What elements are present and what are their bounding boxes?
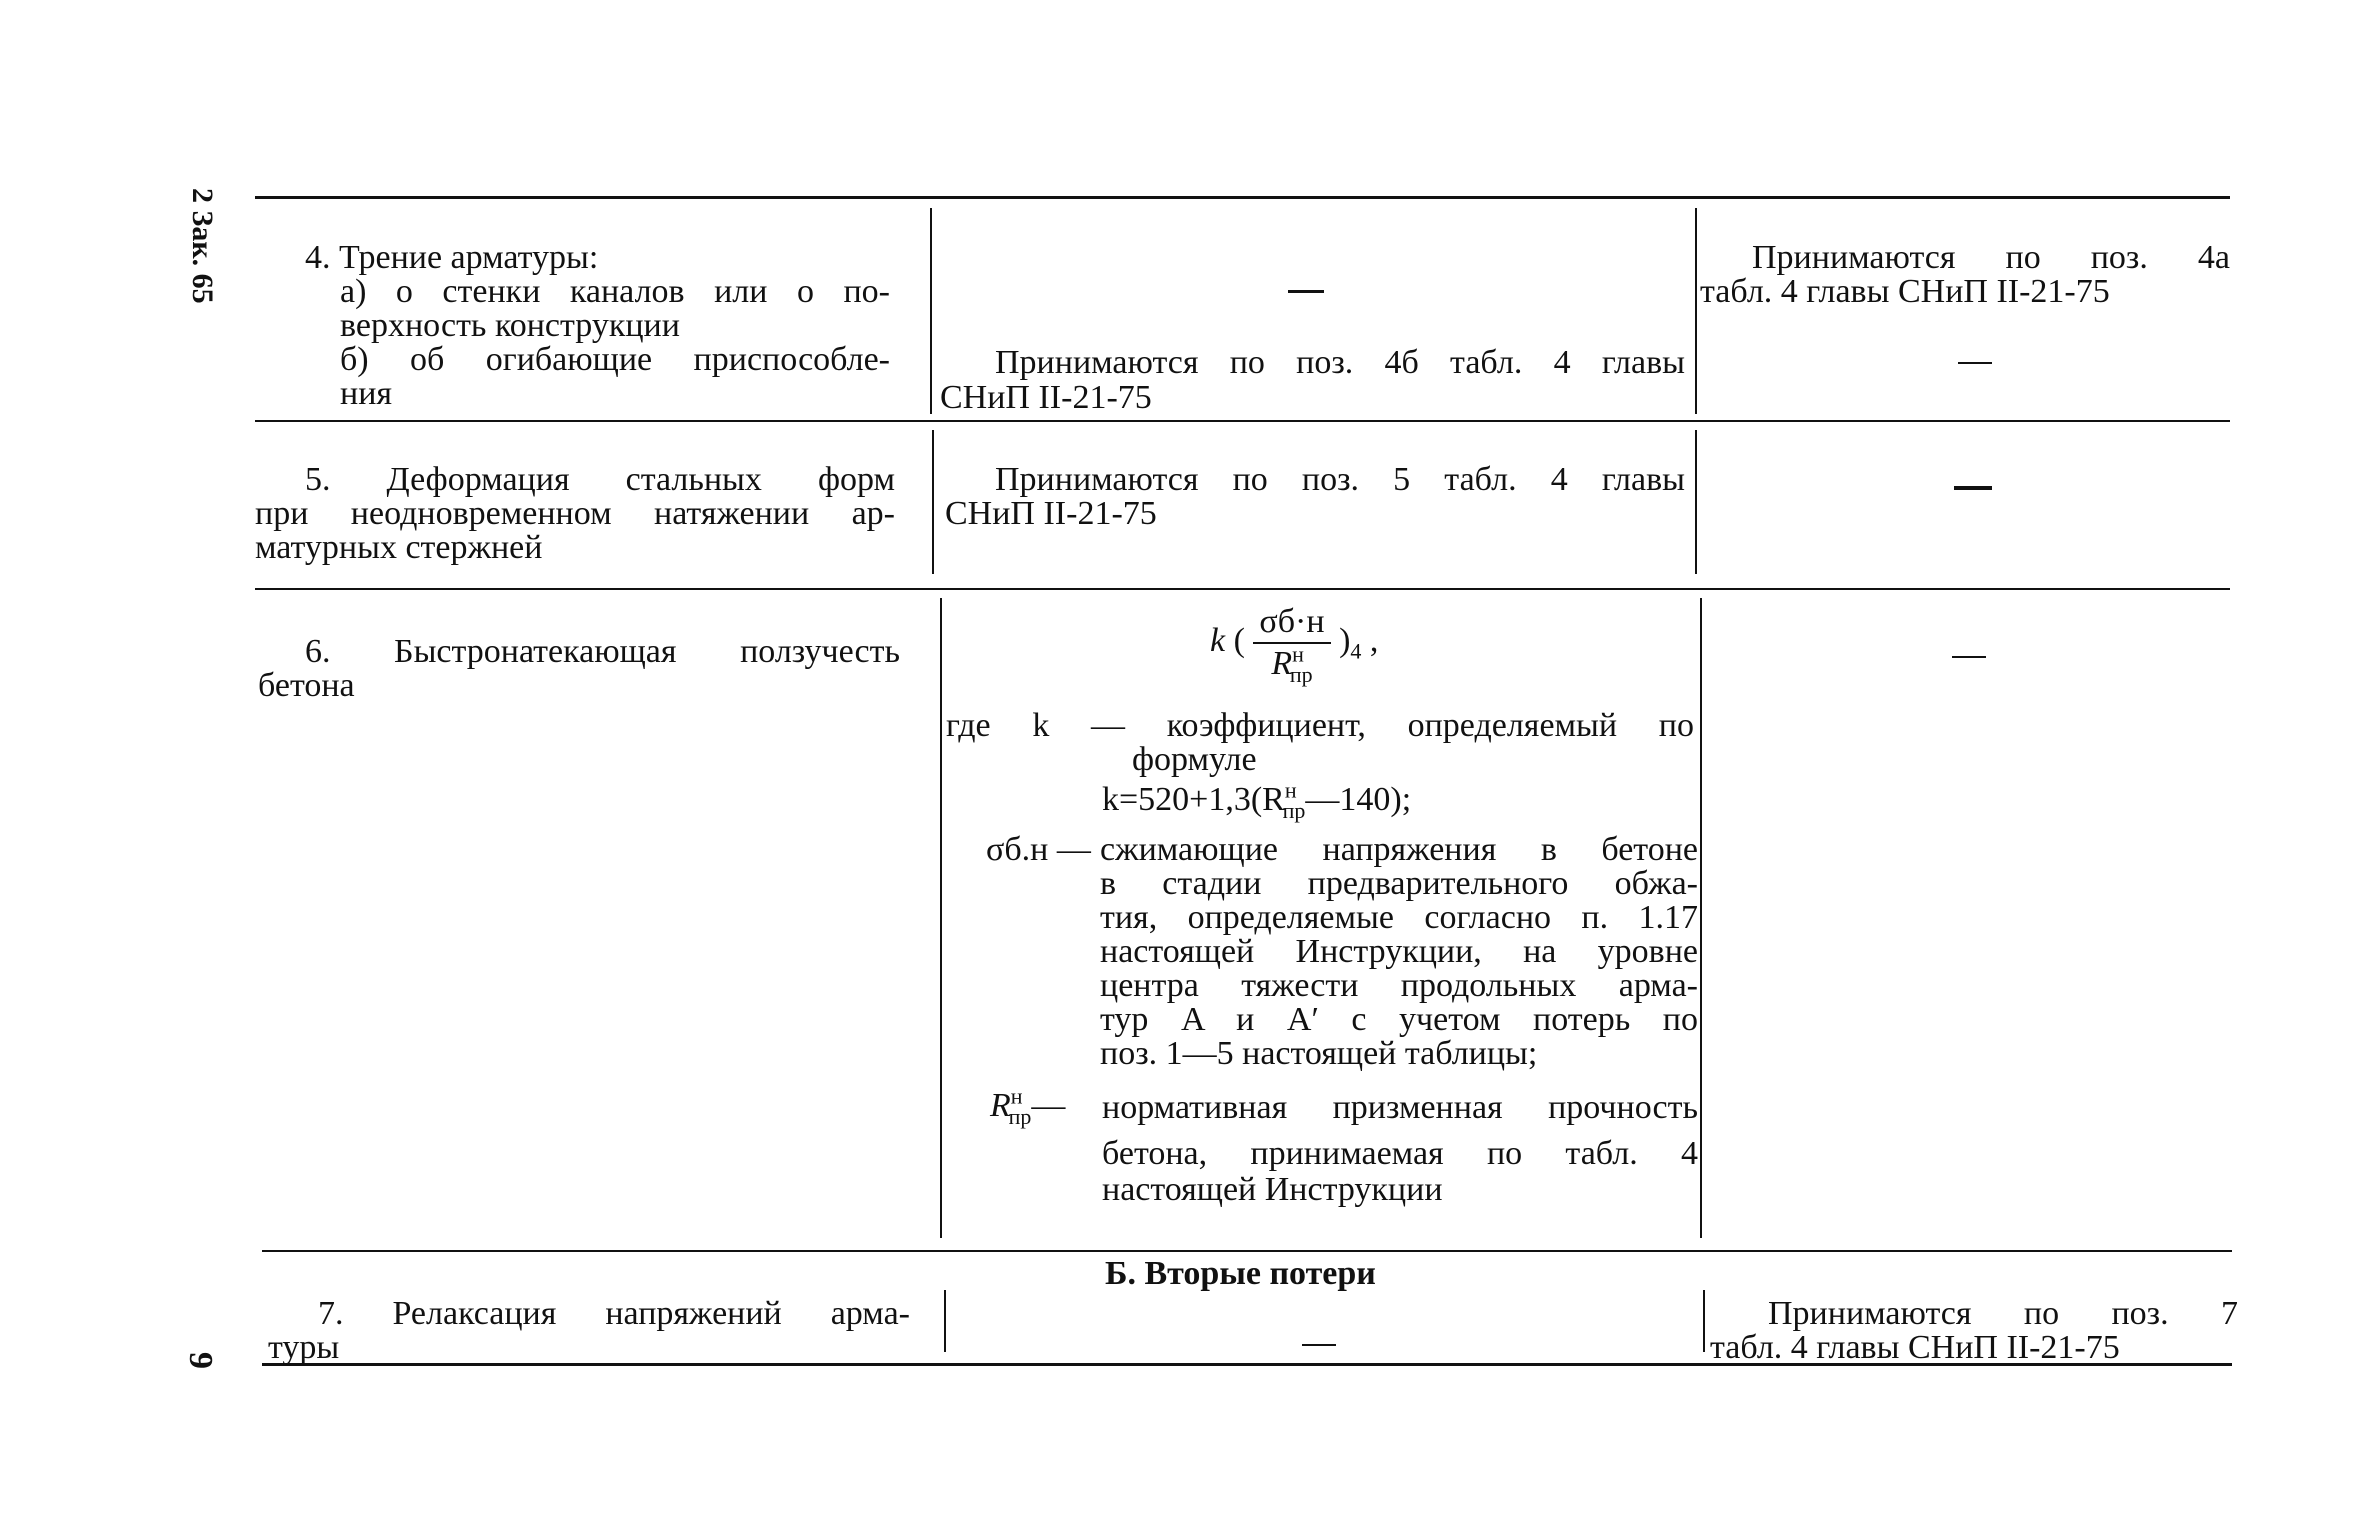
formula-close-paren: ) <box>1339 621 1351 659</box>
row6-right-dash <box>1952 656 1986 658</box>
row6-sigma-desc: в стадии предварительного обжа- <box>1100 865 1698 902</box>
row-rule-4 <box>255 420 2230 422</box>
row6-sigma-desc: поз. 1—5 настоящей таблицы; <box>1100 1035 1538 1072</box>
row6-sigma-desc: тия, определяемые согласно п. 1.17 <box>1100 899 1698 936</box>
row6-R-desc: нормативная призменная прочность <box>1102 1089 1698 1126</box>
row4-item-b: ния <box>340 375 393 412</box>
row4-title: 4. Трение арматуры: <box>305 239 599 276</box>
formula-power: 4 <box>1350 638 1362 664</box>
col-rule <box>932 430 934 574</box>
col-rule <box>1695 208 1697 414</box>
table-top-rule <box>255 196 2230 199</box>
row4-right-b-dash <box>1958 362 1992 364</box>
formula-open-paren: ( <box>1233 621 1245 659</box>
row6-R-symbol: $R^н_{пр}—$ <box>990 1083 1066 1129</box>
section-rule <box>262 1250 2232 1252</box>
row5-title: матурных стержней <box>255 529 543 566</box>
formula-numerator: σб·н <box>1253 604 1330 644</box>
col-rule <box>1695 430 1697 574</box>
row6-k-equation: $k=520+1,3(R^н_{пр}—140)$; <box>1102 777 1412 823</box>
row4-mid-b: Принимаются по поз. 4б табл. 4 главы <box>995 344 1685 381</box>
col-rule <box>944 1290 946 1352</box>
row7-right: Принимаются по поз. 7 <box>1768 1295 2238 1332</box>
row4-mid-b: СНиП II-21-75 <box>940 379 1152 416</box>
row7-mid-dash <box>1302 1344 1336 1346</box>
col-rule <box>930 208 932 414</box>
row6-R-desc: настоящей Инструкции <box>1102 1171 1443 1208</box>
col-rule <box>1700 598 1702 1238</box>
row6-title: 6. Быстронатекающая ползучесть <box>305 633 900 670</box>
row4-item-a: а) о стенки каналов или о по- <box>340 273 890 310</box>
col-rule <box>1703 1290 1705 1352</box>
row6-R-desc: бетона, принимаемая по табл. 4 <box>1102 1135 1698 1172</box>
row5-mid: СНиП II-21-75 <box>945 495 1157 532</box>
row7-right: табл. 4 главы СНиП II-21-75 <box>1710 1329 2120 1366</box>
row7-title: 7. Релаксация напряжений арма- <box>318 1295 910 1332</box>
row4-mid-a-dash <box>1288 290 1324 293</box>
page-margin-note: 2 Зак. 65 <box>186 188 219 304</box>
row6-formula <box>1210 603 1379 687</box>
formula-k: k <box>1210 621 1226 659</box>
row6-sigma-desc: центра тяжести продольных арма- <box>1100 967 1698 1004</box>
section-title: Б. Вторые потери <box>1105 1255 1376 1292</box>
row-rule-5 <box>255 588 2230 590</box>
formula-comma: , <box>1369 621 1379 659</box>
row6-sigma-symbol: σб.н — <box>986 831 1091 868</box>
row6-sigma-desc: сжимающие напряжения в бетоне <box>1100 831 1698 868</box>
row4-item-a: верхность конструкции <box>340 307 680 344</box>
row5-mid: Принимаются по поз. 5 табл. 4 главы <box>995 461 1685 498</box>
row7-title: туры <box>268 1329 340 1366</box>
row6-title: бетона <box>258 667 355 704</box>
formula-fraction <box>1253 603 1330 687</box>
row5-title: 5. Деформация стальных форм <box>305 461 895 498</box>
row4-right-a: Принимаются по поз. 4а <box>1752 239 2230 276</box>
row5-title: при неодновременном натяжении ар- <box>255 495 895 532</box>
row5-right-dash <box>1954 486 1992 490</box>
row6-where-line: формуле <box>1132 741 1257 778</box>
row6-sigma-desc: тур A и A′ с учетом потерь по <box>1100 1001 1698 1038</box>
row6-sigma-desc: настоящей Инструкции, на уровне <box>1100 933 1698 970</box>
page-number: 9 <box>182 1352 219 1369</box>
col-rule <box>940 598 942 1238</box>
row4-item-b: б) об огибающие приспособле- <box>340 341 890 378</box>
formula-denominator: $R^н_{пр}$ <box>1271 641 1313 687</box>
row4-right-a: табл. 4 главы СНиП II-21-75 <box>1700 273 2110 310</box>
row6-where-line: где k — коэффициент, определяемый по <box>946 707 1694 744</box>
